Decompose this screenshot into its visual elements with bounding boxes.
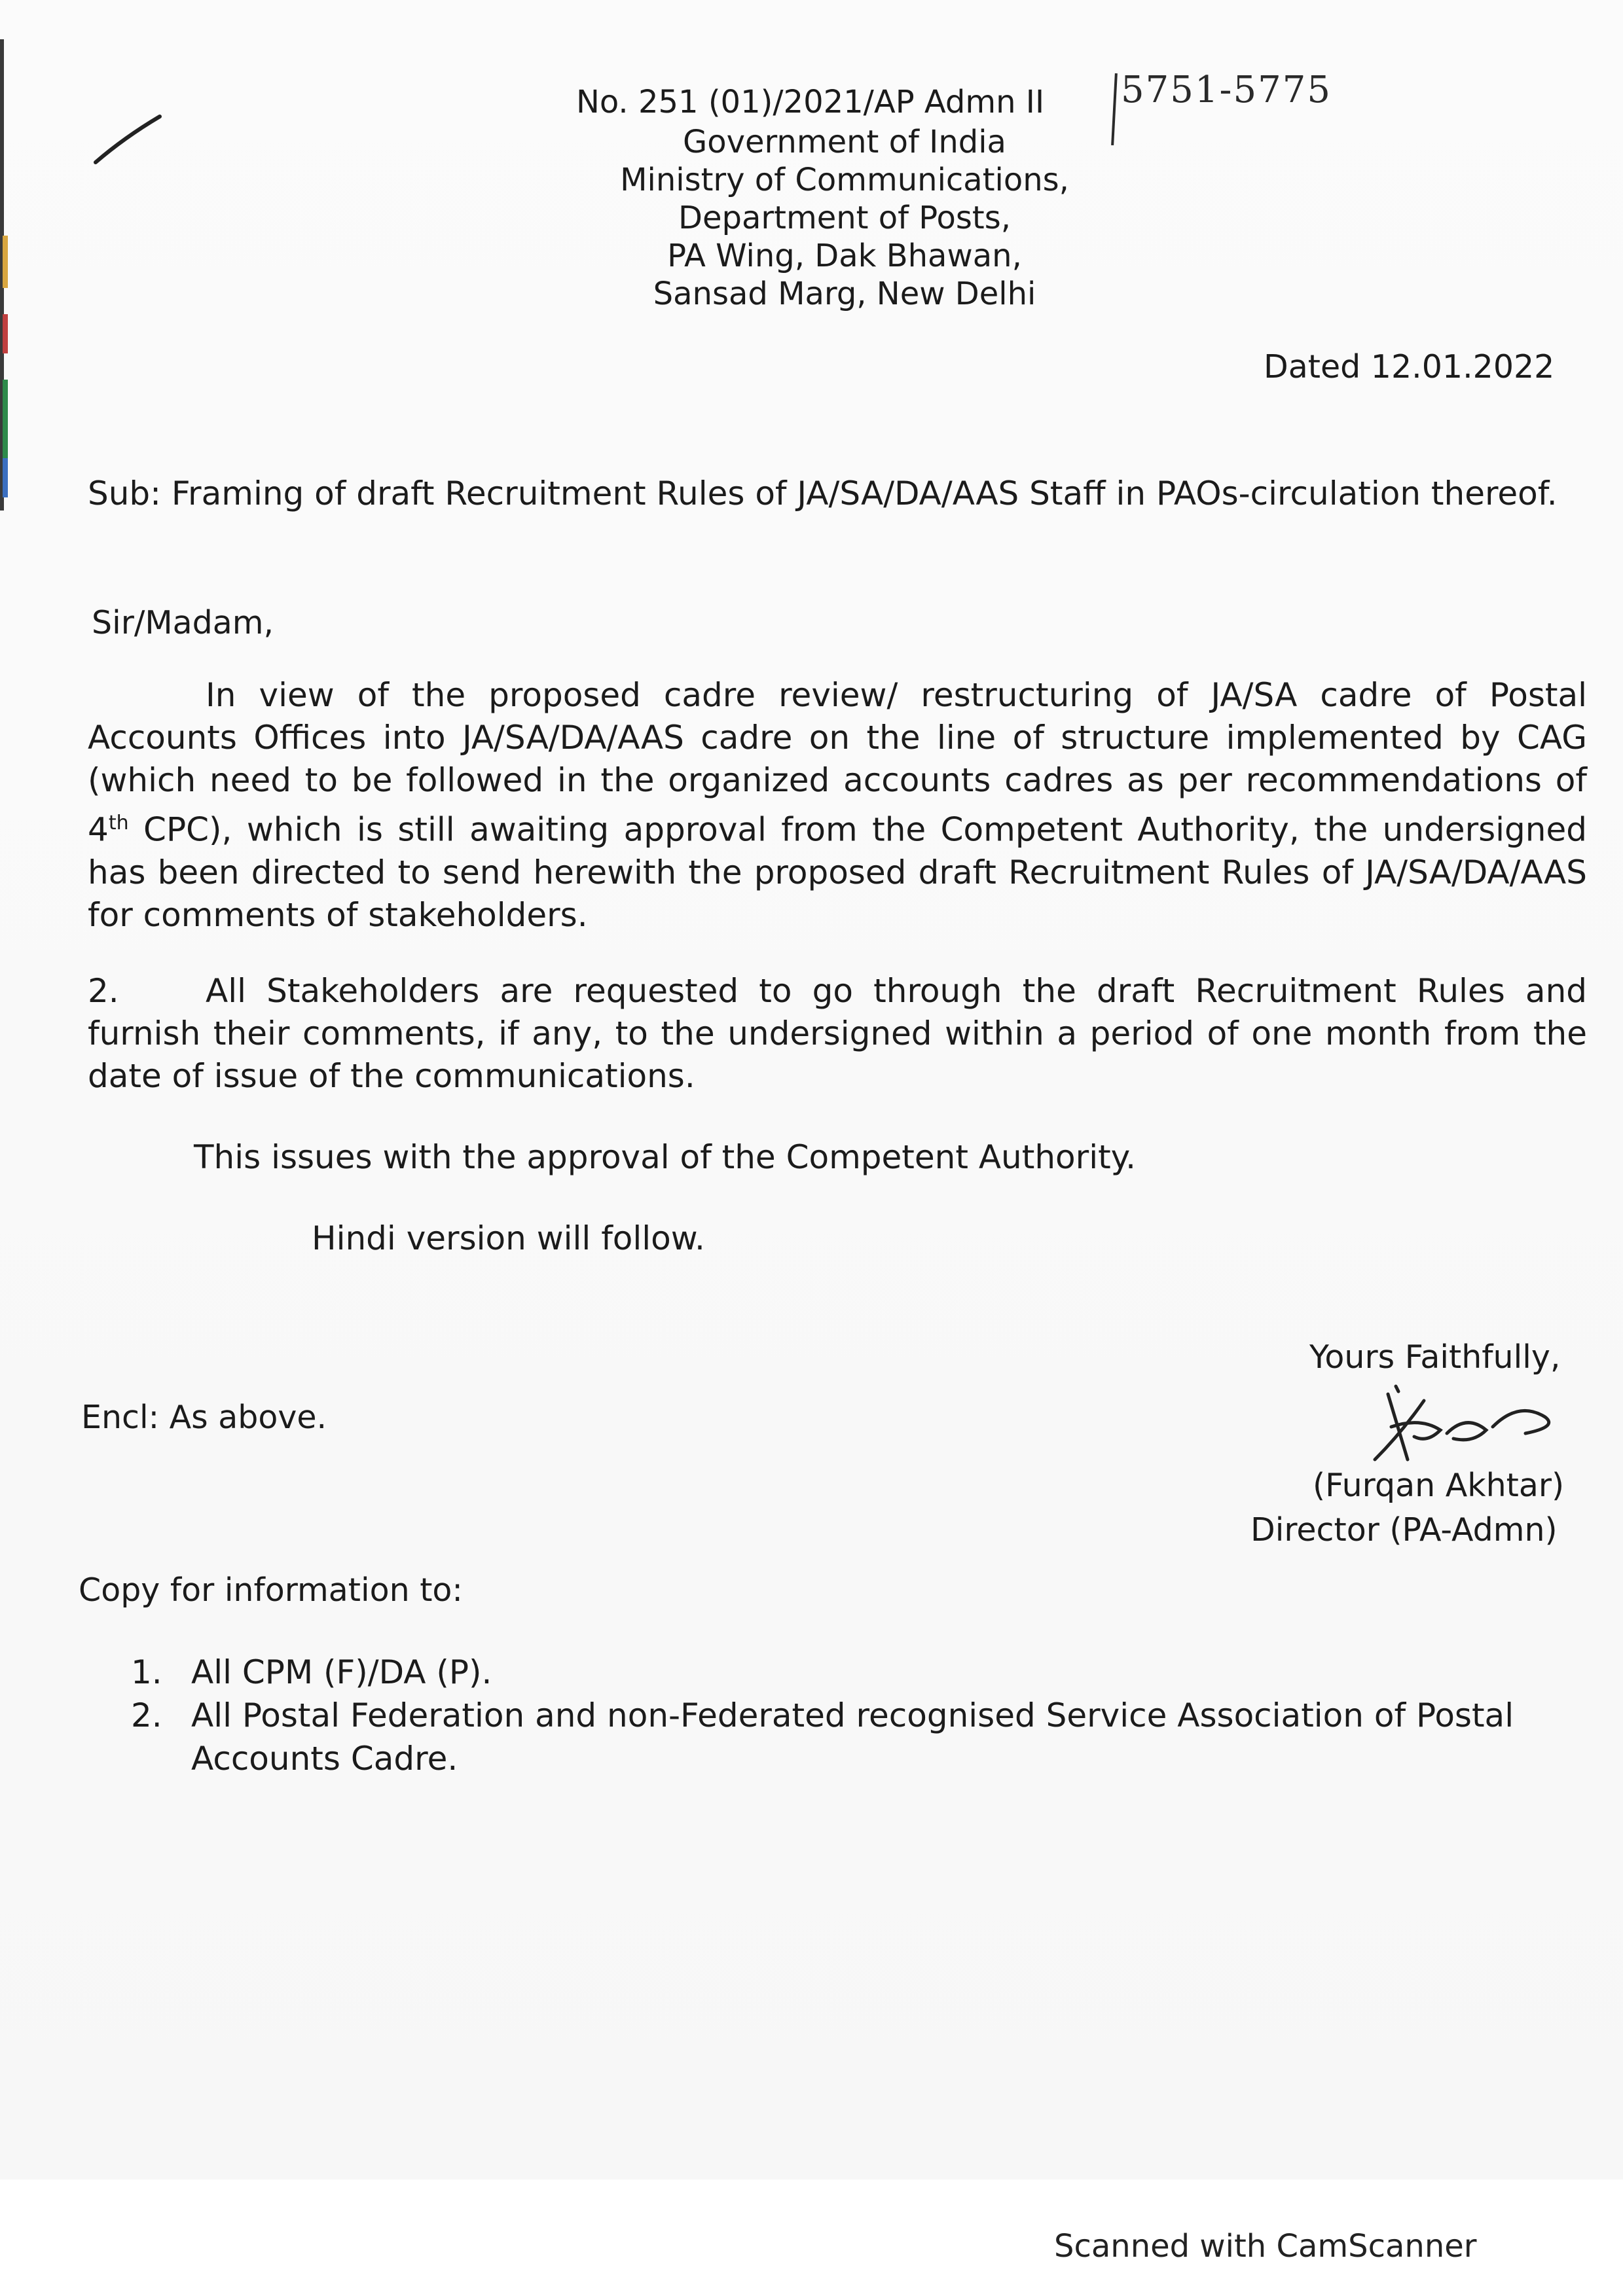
salutation: Sir/Madam,	[92, 604, 274, 641]
superscript-th: th	[108, 812, 129, 834]
address-line-government: Government of India	[683, 124, 1006, 160]
subject-line	[88, 473, 1587, 515]
copy-to-list	[131, 1651, 1539, 1780]
closing-line: Yours Faithfully,	[1309, 1338, 1561, 1376]
paragraph-2	[88, 970, 1587, 1098]
copy-to-item-text: All Postal Federation and non-Federated recognised Service Association of Postal Accounts Cadre.	[191, 1696, 1514, 1778]
paragraph-2-text: All Stakeholders are requested to go through the draft Recruitment Rules and furnish their comments, if any, to the undersigned within a period of one month from the date of issue of the communications.	[88, 972, 1587, 1095]
handwritten-tick-mark	[92, 111, 164, 170]
address-line-department: Department of Posts,	[678, 200, 1011, 236]
address-line-ministry: Ministry of Communications,	[620, 162, 1069, 198]
office-address-block	[589, 123, 1100, 313]
date-line: Dated 12.01.2022	[1264, 348, 1555, 386]
hindi-version-line: Hindi version will follow.	[312, 1219, 705, 1257]
paragraph-1-text-a: In view of the proposed cadre review/ restructuring of JA/SA cadre of Postal Accounts Offices into JA/SA/DA/AAS cadre on the line of structure implemented by CAG (which need to be followed in the organized accounts cadres as per recommendations of 4	[88, 676, 1587, 849]
paragraph-2-number: 2.	[88, 972, 119, 1010]
paragraph-1-text-b: CPC), which is still awaiting approval from the Competent Authority, the undersigned has been directed to send herewith the proposed draft Recruitment Rules of JA/SA/DA/AAS for comments of stakeholders.	[88, 810, 1587, 934]
copy-to-heading: Copy for information to:	[79, 1571, 463, 1609]
scanner-watermark: Scanned with CamScanner	[1054, 2228, 1477, 2265]
approval-line: This issues with the approval of the Competent Authority.	[194, 1138, 1137, 1176]
handwritten-dispatch-range: 5751-5775	[1121, 69, 1332, 111]
copy-to-item	[131, 1651, 1539, 1694]
copy-to-item	[131, 1694, 1539, 1780]
signatory-designation: Director (PA-Admn)	[1250, 1511, 1558, 1549]
address-line-wing: PA Wing, Dak Bhawan,	[667, 238, 1022, 274]
signatory-name: (Furqan Akhtar)	[1313, 1467, 1565, 1504]
paragraph-1	[88, 674, 1587, 937]
copy-to-item-number: 2.	[131, 1696, 162, 1734]
subject-text: Framing of draft Recruitment Rules of JA/SA/DA/AAS Staff in PAOs-circulation thereof.	[171, 475, 1558, 512]
enclosure-line: Encl: As above.	[81, 1399, 327, 1436]
address-line-city: Sansad Marg, New Delhi	[653, 276, 1036, 312]
reference-number: No. 251 (01)/2021/AP Admn II	[576, 84, 1045, 120]
scan-edge-artifact	[0, 39, 9, 511]
copy-to-item-number: 1.	[131, 1653, 162, 1691]
copy-to-item-text: All CPM (F)/DA (P).	[191, 1653, 492, 1691]
subject-label: Sub:	[88, 475, 162, 512]
